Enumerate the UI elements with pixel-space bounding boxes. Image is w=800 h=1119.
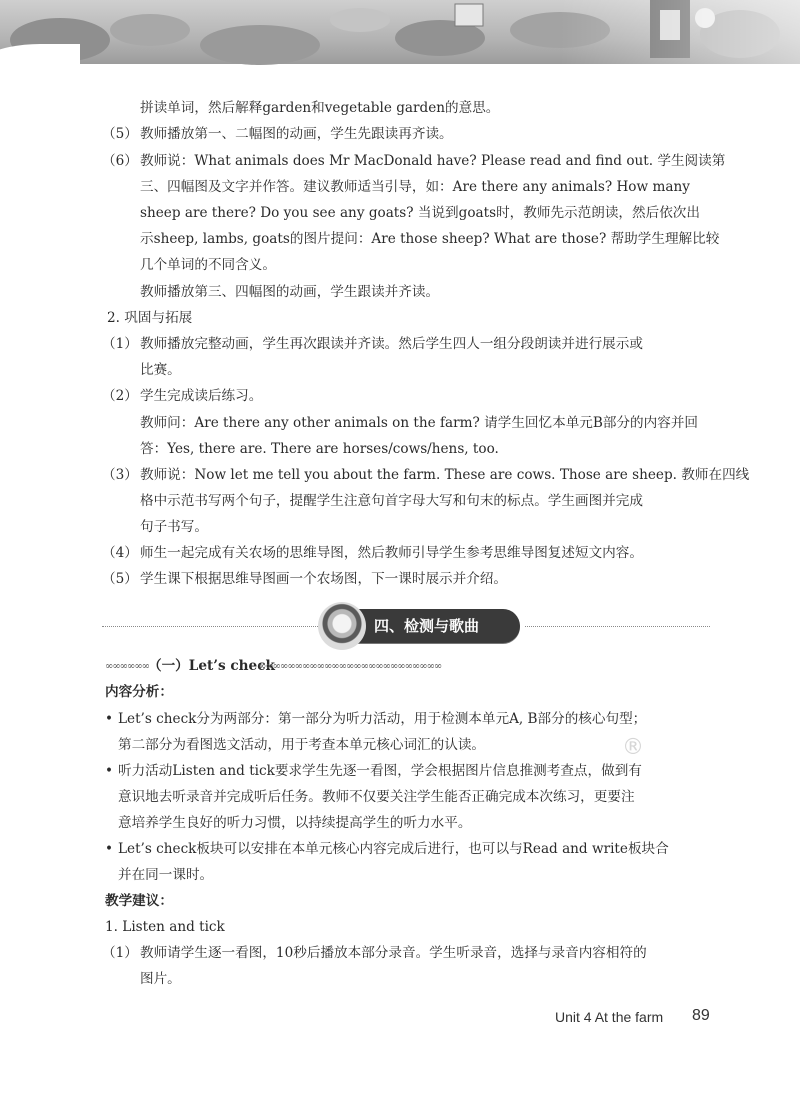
analysis-line: 意培养学生良好的听力习惯，以持续提高学生的听力水平。: [118, 815, 472, 831]
body-line: 教师说：Now let me tell you about the farm. These are cows. Those are sheep. 教师在四线: [140, 467, 750, 483]
body-line: 学生课下根据思维导图画一个农场图，下一课时展示并介绍。: [140, 571, 508, 587]
suggest-line: 图片。: [140, 971, 181, 987]
bullet-dot: •: [105, 763, 114, 779]
section-item-title: 2. 巩固与拓展: [107, 310, 193, 326]
watermark-mark: ®: [622, 735, 644, 760]
divider-left: [102, 626, 320, 627]
body-line: 师生一起完成有关农场的思维导图，然后教师引导学生参考思维导图复述短文内容。: [140, 545, 643, 561]
suggest-heading: 教学建议：: [105, 893, 173, 909]
banner-corner: [0, 44, 80, 82]
body-line: 句子书写。: [140, 519, 208, 535]
footer-unit: Unit 4 At the farm: [555, 1009, 664, 1025]
analysis-line: 意识地去听录音并完成听后任务。教师不仅要关注学生能否正确完成本次练习，更要注: [118, 789, 635, 805]
body-line: 格中示范书写两个句子，提醒学生注意句首字母大写和句末的标点。学生画图并完成: [140, 493, 643, 509]
body-line: 几个单词的不同含义。: [140, 257, 276, 273]
banner-fade: [0, 0, 800, 82]
list-number: （1）: [102, 945, 138, 961]
body-line: 答：Yes, there are. There are horses/cows/hens, too.: [140, 441, 499, 457]
list-number: （5）: [102, 571, 138, 587]
list-number: （4）: [102, 545, 138, 561]
list-number: （1）: [102, 336, 138, 352]
body-line: 示sheep, lambs, goats的图片提问：Are those sheep? What are those? 帮助学生理解比较: [140, 231, 720, 247]
suggest-line: 教师请学生逐一看图，10秒后播放本部分录音。学生听录音，选择与录音内容相符的: [140, 945, 647, 961]
bullet-dot: •: [105, 711, 114, 727]
body-line: 教师播放第一、二幅图的动画，学生先跟读再齐读。: [140, 126, 453, 142]
cd-icon: [318, 602, 366, 650]
list-number: （5）: [102, 126, 138, 142]
analysis-line: Let’s check板块可以安排在本单元核心内容完成后进行，也可以与Read and write板块合: [118, 841, 669, 857]
subsection-dots-left: ∞∞∞∞∞∞: [105, 661, 149, 672]
subsection-dots-right: ∞∞∞∞∞∞∞∞∞∞∞∞∞∞∞∞∞∞∞∞∞∞∞∞∞: [258, 661, 442, 672]
list-number: （6）: [102, 153, 138, 169]
list-number: （3）: [102, 467, 138, 483]
analysis-line: 并在同一课时。: [118, 867, 214, 883]
body-line: 拼读单词，然后解释garden和vegetable garden的意思。: [140, 100, 500, 116]
body-line: sheep are there? Do you see any goats? 当说到goats时，教师先示范朗读，然后依次出: [140, 205, 700, 221]
suggest-item: 1. Listen and tick: [105, 919, 225, 935]
section-title: 四、检测与歌曲: [374, 617, 480, 635]
divider-right: [525, 626, 710, 627]
bullet-dot: •: [105, 841, 114, 857]
body-line: 教师说：What animals does Mr MacDonald have? Please read and find out. 学生阅读第: [140, 153, 726, 169]
analysis-line: 听力活动Listen and tick要求学生先逐一看图，学会根据图片信息推测考查点，做到有: [118, 763, 642, 779]
analysis-heading: 内容分析：: [105, 684, 173, 700]
header-banner: [0, 0, 800, 82]
analysis-line: 第二部分为看图选文活动，用于考查本单元核心词汇的认读。: [118, 737, 486, 753]
list-number: （2）: [102, 388, 138, 404]
subsection-title: （一）Let’s check: [148, 658, 275, 674]
body-line: 教师问：Are there any other animals on the farm? 请学生回忆本单元B部分的内容并回: [140, 415, 699, 431]
body-line: 比赛。: [140, 362, 181, 378]
body-line: 学生完成读后练习。: [140, 388, 263, 404]
body-line: 三、四幅图及文字并作答。建议教师适当引导，如：Are there any animals? How many: [140, 179, 690, 195]
body-line: 教师播放第三、四幅图的动画，学生跟读并齐读。: [140, 284, 440, 300]
page-number: 89: [692, 1007, 710, 1024]
analysis-line: Let’s check分为两部分：第一部分为听力活动，用于检测本单元A, B部分的核心句型；: [118, 711, 647, 727]
body-line: 教师播放完整动画，学生再次跟读并齐读。然后学生四人一组分段朗读并进行展示或: [140, 336, 643, 352]
